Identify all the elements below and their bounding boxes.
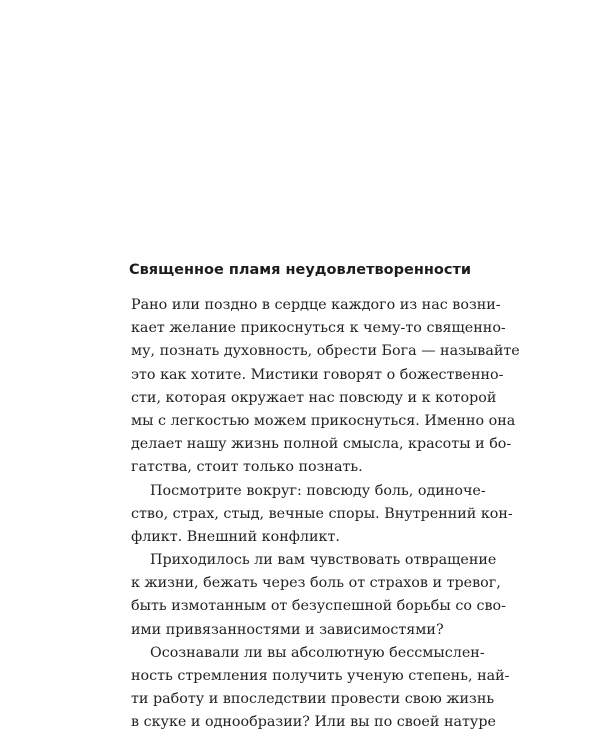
body-text [131,294,520,735]
text-line: ти работу и впоследствии провести свою жизнь [131,691,495,708]
text-line: в скуке и однообразии? Или вы по своей натуре [131,714,496,731]
text-line: мы с легкостью можем прикоснуться. Именно она [131,412,516,429]
text-line: Осознавали ли вы абсолютную бессмыслен- [150,644,485,661]
text-line: кает желание прикоснуться к чему-то священно- [131,320,506,337]
text-line: Посмотрите вокруг: повсюду боль, одиноче- [150,482,486,499]
text-line: быть измотанным от безуспешной борьбы со сво- [131,598,506,615]
text-line: Рано или поздно в сердце каждого из нас возни- [131,297,501,313]
text-line: ность стремления получить ученую степень, най- [131,668,510,684]
text-line: к жизни, бежать через боль от страхов и тревог, [131,575,501,592]
text-line: гатства, стоит только познать. [131,459,363,476]
text-line: му, познать духовность, обрести Бога — называйте [131,343,520,360]
chapter-heading: Священное пламя неудовлетворенности [128,262,472,278]
text-line: это как хотите. Мистики говорят о божественно- [131,366,504,383]
text-line: ими привязанностями и зависимостями? [131,621,444,638]
text-line: ство, страх, стыд, вечные споры. Внутренний кон- [131,505,513,522]
text-line: делает нашу жизнь полной смысла, красоты и бо- [131,436,512,453]
text-line: сти, которая окружает нас повсюду и к которой [131,389,497,406]
text-line: Приходилось ли вам чувствовать отвращение [150,552,497,569]
text-line: фликт. Внешний конфликт. [131,528,340,545]
